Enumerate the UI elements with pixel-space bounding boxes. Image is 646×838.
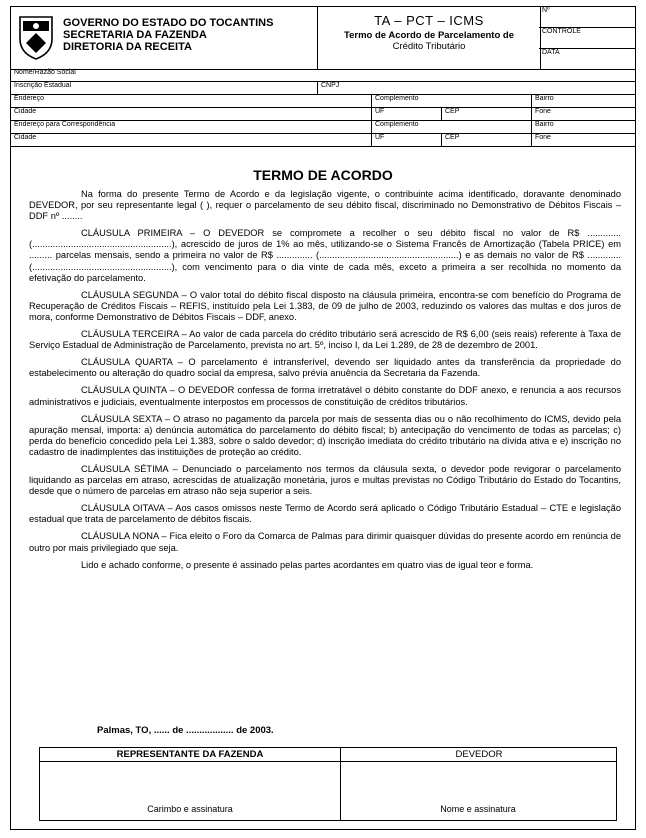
endereco-field[interactable]: [11, 95, 371, 107]
fone-label: Fone: [535, 108, 551, 115]
bairro-label: Bairro: [535, 95, 554, 102]
bairro-corr-label: Bairro: [535, 121, 554, 128]
gov-line-directorate: DIRETORIA DA RECEITA: [63, 41, 192, 53]
endereco-corr-label: Endereço para Correspondência: [14, 121, 116, 128]
nome-field[interactable]: [11, 69, 635, 81]
data-field[interactable]: [539, 49, 635, 69]
numero-label: Nº: [542, 7, 550, 14]
nome-label: Nome/Razão Social: [14, 69, 76, 76]
controle-field[interactable]: [539, 28, 635, 49]
inscricao-label: Inscrição Estadual: [14, 82, 72, 89]
government-heading: [63, 17, 273, 53]
endereco-corr-field[interactable]: [11, 121, 371, 133]
cnpj-field[interactable]: [317, 82, 635, 94]
clause-5: CLÁUSULA QUINTA – O DEVEDOR confessa de forma irretratável o débito constante do DDF anexo, e renuncia a aos recursos administrativos e judiciais, eventualmente interpostos em processos de constituição de créditos tributários.: [29, 385, 621, 407]
intro-paragraph: Na forma do presente Termo de Acordo e da legislação vigente, o contribuinte acima identificado, doravante denominado DEVEDOR, por seu representante legal ( ), requer o parcelamento de seu débito fiscal, discriminado no Demonstrativo de Débitos Fiscais – DDF nº ........: [29, 189, 621, 222]
data-label: DATA: [542, 49, 560, 56]
signature-table: [39, 747, 617, 821]
bairro-field[interactable]: [531, 95, 635, 107]
gov-line-state: GOVERNO DO ESTADO DO TOCANTINS: [63, 17, 274, 29]
cidade-row: [11, 108, 635, 121]
closing-paragraph: Lido e achado conforme, o presente é assinado pelas partes acordantes em quatro vias de igual teor e forma.: [81, 559, 534, 570]
complemento-field[interactable]: [371, 95, 531, 107]
form-code: TA – PCT – ICMS: [374, 13, 484, 28]
fone-field[interactable]: [531, 108, 635, 120]
fone-corr-field[interactable]: [531, 134, 635, 146]
devedor-signature-area[interactable]: Nome e assinatura: [440, 804, 516, 814]
clause-6: CLÁUSULA SEXTA – O atraso no pagamento da parcela por mais de sessenta dias ou o não recolhimento do ICMS, devido pela apuração mensal, importa: a) denúncia automática do parcelamento do débito fiscal; b) antecipação do vencimento de todas as parcelas; c) perda do benefício concedido pela Lei 1.383, sobre o saldo devedor; d) inscrição imediata do crédito tributário na dívida ativa e e) inscrição no cadastro de inadimplentes das instituições de proteção ao crédito.: [29, 413, 621, 457]
agreement-body: [29, 189, 621, 577]
form-title-box: [317, 7, 541, 69]
state-coat-of-arms-icon: [17, 13, 55, 61]
form-title-line2: Crédito Tributário: [392, 41, 466, 52]
clause-2: CLÁUSULA SEGUNDA – O valor total do débito fiscal disposto na cláusula primeira, encontra-se com benefício do Programa de Recuperação de Créditos Fiscais – REFIS, instituído pela Lei 1.383, de 09 de julho de 2003, reduzindo os valores das multas e dos juros de mora, conforme Demonstrativo de Débitos Fiscais – DDF, anexo.: [29, 289, 621, 322]
complemento-corr-field[interactable]: [371, 121, 531, 133]
cep-corr-field[interactable]: [441, 134, 531, 146]
inscricao-row: [11, 82, 635, 95]
clause-7: CLÁUSULA SÉTIMA – Denunciado o parcelamento nos termos da cláusula sexta, o devedor pode revigorar o parcelamento liquidando as parcelas em atraso, acrescidas de atualização monetária, juros e multas previstas no Código Tributário do Estado do Tocantins, desde que o número de parcelas em atraso não seja superior a seis.: [29, 463, 621, 497]
bairro-corr-field[interactable]: [531, 121, 635, 133]
controle-label: CONTROLE: [542, 28, 581, 35]
uf-corr-field[interactable]: [371, 134, 441, 146]
cep-label: CEP: [445, 108, 460, 115]
cep-corr-label: CEP: [445, 134, 460, 141]
nome-row: [11, 69, 635, 82]
complemento-label: Complemento: [375, 95, 419, 102]
cnpj-label: CNPJ: [321, 82, 340, 89]
endereco-label: Endereço: [14, 95, 44, 102]
cidade-label: Cidade: [14, 108, 37, 115]
inscricao-field[interactable]: [11, 82, 317, 94]
fazenda-signature-header: REPRESENTANTE DA FAZENDA: [40, 748, 340, 762]
clause-4: CLÁUSULA QUARTA – O parcelamento é intransferível, devendo ser liquidado antes da transferência da propriedade do estabelecimento ou alteração do quadro social da empresa, salvo prévia anuência da Secretaria da Fazenda.: [29, 357, 621, 379]
form-title-line1: Termo de Acordo de Parcelamento de: [344, 30, 514, 41]
gov-line-secretariat: SECRETARIA DA FAZENDA: [63, 29, 207, 41]
clause-1: CLÁUSULA PRIMEIRA – O DEVEDOR se compromete a recolher o seu débito fiscal no valor de R$ ............. (......................................................), acrescido de juros de 1% ao mês, utilizando-se o Sistema Francês de Amortização (Tabela PRICE) em ......... parcelas mensais, sendo a primeira no valor de R$ .............. (......................................................) e as demais no valor de R$ ............. (......................................................), com vencimento para o dia vinte de cada mês, exceto a primeira a ser recolhida no momento da efetivação do parcelamento.: [29, 228, 621, 283]
fone-corr-label: Fone: [535, 134, 551, 141]
cidade-corr-field[interactable]: [11, 134, 371, 146]
uf-field[interactable]: [371, 108, 441, 120]
clause-8: CLÁUSULA OITAVA – Aos casos omissos neste Termo de Acordo será aplicado o Código Tributário Estadual – CTE e legislação estadual que trata de parcelamento de débitos fiscais.: [29, 503, 621, 525]
clause-3: CLÁUSULA TERCEIRA – Ao valor de cada parcela do crédito tributário será acrescido de R$ 6,00 (seis reais) referente à Taxa de Serviço Estadual de Administração de Parcelamento, prevista no art. 5º, inciso I, da Lei 1.289, de 28 de dezembro de 2001.: [29, 329, 621, 351]
cidade-field[interactable]: [11, 108, 371, 120]
complemento-corr-label: Complemento: [375, 121, 419, 128]
endereco-corr-row: [11, 121, 635, 134]
uf-label: UF: [375, 108, 385, 115]
endereco-row: [11, 95, 635, 108]
cep-field[interactable]: [441, 108, 531, 120]
fazenda-signature-area[interactable]: Carimbo e assinatura: [147, 804, 233, 814]
form-page: [10, 6, 636, 830]
place-date-line: Palmas, TO, ...... de .................. de 2003.: [97, 725, 274, 736]
devedor-signature-header: DEVEDOR: [340, 748, 617, 762]
cidade-corr-label: Cidade: [14, 134, 37, 141]
document-title: TERMO DE ACORDO: [253, 167, 393, 183]
clause-9: CLÁUSULA NONA – Fica eleito o Foro da Comarca de Palmas para dirimir quaisquer dúvidas do presente acordo em renúncia de outro por mais privilegiado que seja.: [29, 531, 621, 553]
form-header: [11, 7, 635, 70]
cidade-corr-row: [11, 134, 635, 147]
numero-field[interactable]: [539, 7, 635, 28]
identification-fields: [11, 69, 635, 147]
uf-corr-label: UF: [375, 134, 385, 141]
